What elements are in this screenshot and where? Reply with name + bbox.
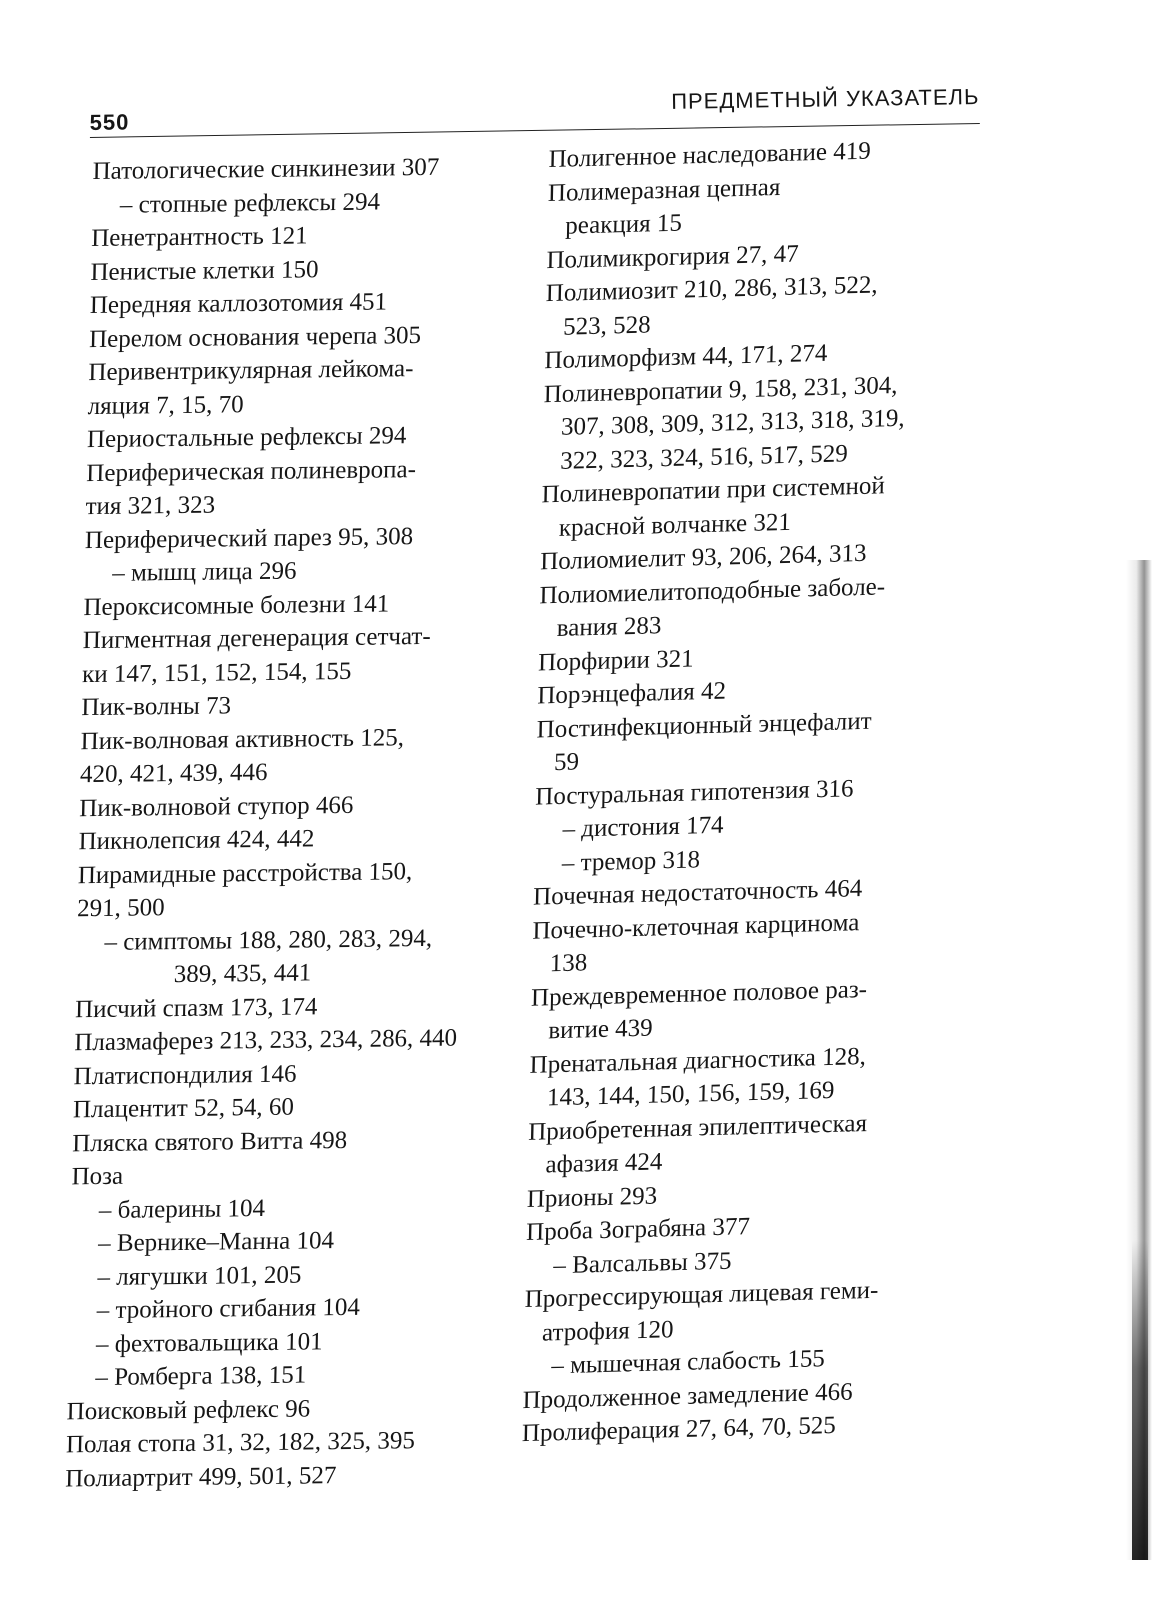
index-line: Полиомиелитоподобные заболе- [539,572,886,609]
index-line: Плазмаферез 213, 233, 234, 286, 440 [74,1024,458,1057]
page-number: 550 [89,109,130,136]
index-line: Полиомиелит 93, 206, 264, 313 [539,539,867,576]
running-head: ПРЕДМЕТНЫЙ УКАЗАТЕЛЬ [671,84,980,114]
index-line: Пролиферация 27, 64, 70, 525 [521,1411,837,1448]
index-line: Полая стопа 31, 32, 182, 325, 395 [65,1427,416,1459]
index-line-continuation: ляция 7, 15, 70 [87,390,244,420]
index-line: Порфирии 321 [537,644,694,676]
index-line-continuation: атрофия 120 [541,1315,674,1347]
index-line: Пикнолепсия 424, 442 [78,825,315,856]
index-line-continuation: 523, 528 [562,310,651,341]
index-line-continuation: ки 147, 151, 152, 154, 155 [81,657,352,688]
index-line-continuation: 420, 421, 439, 446 [79,758,268,789]
index-line: Полигенное наследование 419 [548,137,872,174]
page-header [89,78,980,142]
index-line: Полимеразная цепная [547,173,781,207]
index-line: Пик-волновая активность 125, [80,723,405,755]
index-line: Полиневропатии при системной [541,472,886,509]
index-line: Периостальные рефлексы 294 [86,422,407,454]
index-line: Периферический парез 95, 308 [84,522,414,554]
index-subentry: – Ромберга 138, 151 [95,1361,307,1392]
index-line: Продолженное замедление 466 [522,1377,853,1414]
index-subentry: – мышечная слабость 155 [551,1345,826,1380]
index-line: Полиартрит 499, 501, 527 [64,1461,337,1492]
index-line: Писчий спазм 173, 174 [74,992,318,1023]
index-subentry: – тремор 318 [561,845,701,877]
index-line: Периферическая полиневропа- [86,455,417,487]
index-subentry: – стопные рефлексы 294 [119,187,381,219]
index-line: Полиневропатии 9, 158, 231, 304, [543,371,898,408]
index-line: Пенетрантность 121 [90,222,308,253]
index-line: Пик-волны 73 [81,692,232,722]
index-line: Патологические синкинезии 307 [92,153,440,186]
index-line: Постинфекционный энцефалит [536,707,872,744]
index-line-continuation: реакция 15 [564,209,683,240]
index-line: Поза [71,1162,124,1191]
index-line: Платиспондилия 146 [73,1060,297,1090]
index-subentry: – дистония 174 [562,811,724,843]
index-line: Полимикрогирия 27, 47 [546,239,799,274]
index-line: Прионы 293 [526,1182,658,1213]
index-line: Пирамидные расстройства 150, [77,857,413,889]
index-line-continuation: 307, 308, 309, 312, 313, 318, 319, [560,404,905,441]
index-line-continuation: вания 283 [556,612,662,642]
index-line: Пик-волновой ступор 466 [79,791,354,822]
index-line-continuation: красной волчанке 321 [558,508,792,542]
index-line: Почечная недостаточность 464 [532,875,863,911]
index-line: Приобретенная эпилептическая [528,1109,868,1146]
index-subentry: – лягушки 101, 205 [97,1261,302,1291]
index-line: Преждевременное половое раз- [530,975,868,1012]
index-line-continuation: 138 [549,949,588,978]
index-line: Почечно-клеточная карцинома [532,908,860,945]
index-column-left [65,149,573,1495]
index-line: Плацентит 52, 54, 60 [72,1093,295,1124]
scan-shadow-edge-dark [1132,1240,1148,1560]
index-subentry: – тройного сгибания 104 [96,1293,361,1325]
index-line: Проба Зограбяна 377 [525,1213,751,1246]
index-line: Порэнцефалия 42 [537,677,727,710]
index-line: Прогрессирующая лицевая геми- [524,1276,879,1314]
index-line: Поисковый рефлекс 96 [66,1394,311,1425]
index-line: Перелом основания черепа 305 [88,321,422,353]
index-subentry: – Вернике–Манна 104 [97,1227,335,1258]
index-line: Пероксисомные болезни 141 [83,589,390,621]
index-line-continuation: тия 321, 323 [85,491,216,521]
index-line: Пенистые клетки 150 [90,255,319,286]
index-line-continuation: афазия 424 [545,1148,663,1179]
index-line: Пренатальная диагностика 128, [529,1042,867,1079]
index-subentry-continuation: 389, 435, 441 [173,959,312,989]
index-subentry: – симптомы 188, 280, 283, 294, [104,924,433,956]
index-subentry: – балерины 104 [98,1194,266,1224]
index-subentry: – фехтовальщика 101 [95,1327,323,1358]
index-line: Передняя каллозотомия 451 [89,288,388,320]
index-line: Перивентрикулярная лейкома- [88,355,414,387]
index-line: Пляска святого Витта 498 [72,1126,348,1157]
index-column-right [522,131,1019,1451]
index-line-continuation: 322, 323, 324, 516, 517, 529 [560,439,849,475]
index-line-continuation: витие 439 [548,1014,653,1045]
index-line: Полимиозит 210, 286, 313, 522, [545,271,878,308]
index-line-continuation: 59 [553,748,580,777]
index-subentry: – мышц лица 296 [111,557,297,587]
index-line-continuation: 143, 144, 150, 156, 159, 169 [546,1076,835,1112]
index-line: Пигментная дегенерация сетчат- [82,622,432,655]
index-line: Полиморфизм 44, 171, 274 [544,339,828,375]
index-line: Постуральная гипотензия 316 [535,774,854,811]
index-subentry: – Валсальвы 375 [553,1247,732,1279]
index-line-continuation: 291, 500 [76,894,165,923]
